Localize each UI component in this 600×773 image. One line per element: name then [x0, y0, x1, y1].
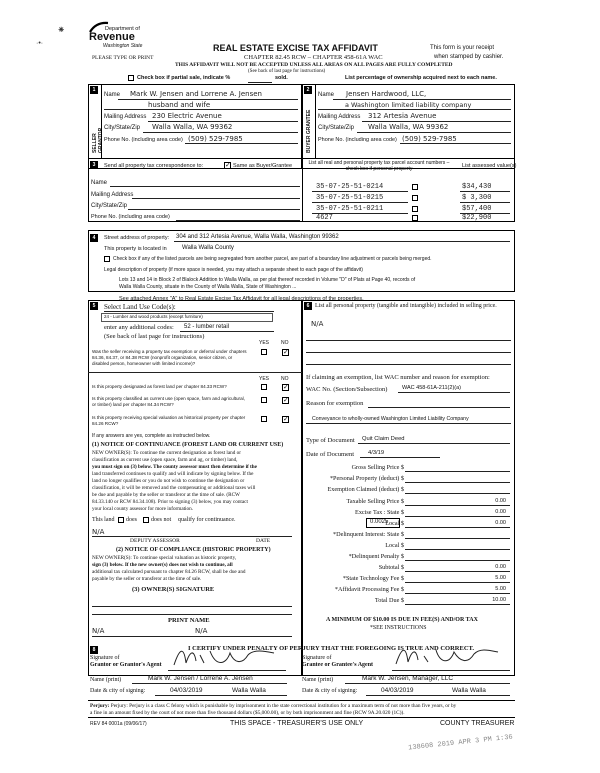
buyer-name-label: Name [318, 92, 335, 98]
does-not-label: does not [151, 517, 172, 523]
parcel-num-3[interactable]: 35-07-25-51-0211 [316, 205, 384, 213]
tax-row-line [405, 549, 510, 550]
seller-city[interactable]: Walla Walla, WA 99362 [152, 123, 233, 131]
if-yes-note: If any answers are yes, complete as instructed below. [92, 433, 211, 439]
parcel-num-2[interactable]: 35-07-25-51-0215 [316, 194, 384, 202]
personal-property-label: List all personal property (tangible and intangible) included in selling price. [315, 303, 497, 309]
tax-row-label: Exemption Claimed (deduct) $ [327, 486, 404, 493]
tax-row-label: *Delinquent Penalty $ [348, 553, 404, 560]
q3-text: Is this property classified as current use (open space, farm and agricultural, or timber) land per chapter 84.34 RCW? [92, 396, 245, 407]
tax-row-value[interactable]: 0.00 [495, 509, 506, 515]
q4-yes-checkbox[interactable] [261, 416, 267, 422]
owners-sig-line-1 [92, 606, 292, 607]
does-label: does [126, 517, 137, 523]
buyer-phone-label: Phone No. (including area code) [318, 137, 397, 143]
stray-mark-2: ·•· [36, 40, 44, 47]
reason-value[interactable]: Conveyance to wholly-owned Washington Limited Liability Company [312, 416, 469, 422]
treasurer-use-only: THIS SPACE - TREASURER'S USE ONLY [230, 720, 364, 727]
tax-row-label: *Personal Property (deduct) $ [329, 475, 404, 482]
q3-no-checkbox[interactable]: ✓ [283, 397, 289, 404]
tax-row-label: Gross Selling Price $ [351, 464, 404, 471]
located-label: This property is located in [104, 246, 167, 252]
buyer-city-label: City/State/Zip [318, 125, 355, 131]
partial-pct-line [248, 82, 272, 83]
print-name-line [92, 636, 292, 637]
tax-row-value[interactable]: 0.00 [495, 498, 506, 504]
receipt-note-1: This form is your receipt [430, 45, 495, 51]
land-use-see-back: (See back of last page for instructions) [104, 333, 205, 340]
section-number-6: 6 [304, 302, 312, 310]
grantee-print-name[interactable]: Mark W. Jensen, Manager, LLC [362, 675, 454, 682]
owners-signature-label: (3) OWNER(S) SIGNATURE [132, 586, 215, 593]
grantor-date-line [155, 695, 287, 696]
parcel-value-3[interactable]: $57,400 [462, 205, 492, 213]
grantee-signature[interactable] [392, 644, 502, 668]
grantee-date-line [366, 695, 510, 696]
grantee-date[interactable]: 04/03/2019 [381, 687, 414, 694]
tax-row-line [405, 560, 510, 561]
notice-1-line: be due and payable by the seller or transferor at the time of sale. (RCW [92, 492, 240, 498]
q4-text: Is this property receiving special valuation as historical property per chapter 84.26 RCW? [92, 415, 246, 426]
type-note: PLEASE TYPE OR PRINT [92, 55, 154, 61]
corr-city-label: City/State/Zip [91, 203, 128, 209]
this-land-label: This land [92, 517, 115, 523]
perjury-text-1: Perjury: Perjury is a class C felony which is punishable by imprisonment in the state correctional institution for a maximum term of not more than five years, or by [110, 703, 457, 709]
perjury-line-1: Perjury: Perjury: Perjury is a class C felony which is punishable by imprisonment in the state correctional institution for a maximum term of not more than five years, or by [90, 703, 457, 709]
sold-label: sold. [275, 75, 288, 81]
grantor-name-line [132, 683, 287, 684]
grantee-date-label: Date & city of signing: [302, 688, 358, 694]
page-title: REAL ESTATE EXCISE TAX AFFIDAVIT [213, 43, 378, 53]
corr-mailing-line [132, 198, 300, 199]
q1-no-header: NO [281, 340, 289, 346]
section-number-1: 1 [90, 86, 98, 94]
certify-title: I CERTIFY UNDER PENALTY OF PERJURY THAT THE FOREGOING IS TRUE AND CORRECT. [188, 645, 475, 652]
buyer-phone[interactable]: (509) 529-7985 [402, 135, 457, 143]
tax-row-label: Local $ [385, 520, 404, 527]
street-label: Street address of property: [104, 235, 170, 241]
tax-row-label: Excise Tax : State $ [355, 509, 404, 516]
additional-codes-label: enter any additional codes: [104, 324, 174, 331]
buyer-mailing[interactable]: 312 Artesia Avenue [368, 112, 437, 120]
tax-row-label: *State Technology Fee $ [342, 575, 404, 582]
notice-1-line: NEW OWNER(S): To continue the current designation as forest land or [92, 450, 241, 456]
seller-name-line-2 [104, 109, 298, 110]
seller-name-label: Name [104, 92, 121, 98]
tax-row-label: Taxable Selling Price $ [346, 498, 404, 505]
minimum-note: A MINIMUM OF $10.00 IS DUE IN FEE(S) AND/OR TAX [326, 617, 478, 623]
seller-city-line [143, 132, 298, 133]
grantor-print-name[interactable]: Mark W. Jensen / Lorrene A. Jensen [148, 675, 253, 682]
section-number-4: 4 [90, 234, 98, 242]
buyer-city-line [357, 132, 511, 133]
parcel-checkbox-2[interactable] [412, 195, 418, 201]
tax-row-line [405, 516, 510, 517]
buyer-city[interactable]: Walla Walla, WA 99362 [368, 123, 449, 131]
parcel-header: List all real and personal property tax parcel account numbers – check box if personal property [308, 160, 450, 172]
q-divider [88, 372, 302, 373]
warning-line: THIS AFFIDAVIT WILL NOT BE ACCEPTED UNLESS ALL AREAS ON ALL PAGES ARE FULLY COMPLETED [175, 62, 453, 68]
section-number-2: 2 [304, 86, 312, 94]
reason-line [368, 407, 510, 408]
partial-sale-checkbox[interactable] [128, 75, 134, 81]
print-name-na-2[interactable]: N/A [195, 627, 208, 635]
owners-sig-line-2 [92, 614, 292, 615]
corr-name-line [110, 186, 300, 187]
reason-label: Reason for exemption [306, 400, 364, 407]
grantor-city[interactable]: Walla Walla [232, 687, 266, 694]
parcel-line-2 [312, 202, 408, 203]
doc-date-line [360, 457, 440, 458]
rev-number: REV 84 0001a (09/06/17) [90, 721, 147, 727]
dept-line1: Department of [105, 26, 140, 32]
tax-row-label: *Affidavit Processing Fee $ [334, 586, 404, 593]
q2-no-checkbox[interactable]: ✓ [283, 384, 289, 391]
seller-phone-label: Phone No. (including area code) [104, 137, 183, 143]
street-line [174, 241, 510, 242]
dept-line3: Washington State [103, 43, 143, 49]
notice-2-line: payable by the seller or transferor at the time of sale. [92, 576, 202, 582]
additional-codes-value[interactable]: 52 - lumber retail [184, 324, 230, 330]
q4-no-checkbox[interactable]: ✓ [283, 416, 289, 423]
tax-row-value[interactable]: 5.00 [495, 575, 506, 581]
tax-row-line [405, 571, 510, 572]
notice-1-line: you must sign on (3) below. The county assessor must then determine if the [92, 464, 257, 470]
q2-text: Is this property designated as forest land per chapter 84.33 RCW? [92, 384, 227, 389]
street-value[interactable]: 304 and 312 Artesia Avenue, Walla Walla, Washington 99362 [176, 234, 339, 240]
deputy-line [92, 536, 292, 537]
legal-line-1: Lots 13 and 14 in Block 2 of Blalock Addition to Walla Walla, as per plat thereof recorded in Volume "D" of Plats at Page 40, records of [119, 277, 416, 283]
same-as-buyer-label: Same as Buyer/Grantee [233, 163, 293, 169]
grantor-name-label: Name (print) [90, 677, 122, 683]
seller-name-1[interactable]: Mark W. Jensen and Lorrene A. Jensen [130, 90, 262, 98]
legal-line-2: Walla Walla County, situate in the County of Walla Walla, State of Washington ... [119, 284, 297, 290]
seller-mailing-label: Mailing Address [104, 114, 147, 120]
value-line-1 [460, 191, 510, 192]
buyer-name-line-2 [318, 109, 511, 110]
tax-row-line [405, 538, 510, 539]
seller-mailing-line [148, 121, 298, 122]
deputy-date-label: DATE [256, 538, 271, 544]
grantor-date[interactable]: 04/03/2019 [170, 687, 203, 694]
footer-divider [88, 717, 515, 718]
parcel-num-4[interactable]: 4627 [316, 214, 333, 222]
send-correspondence-label: Send all property tax correspondence to: [104, 163, 204, 169]
pct-list-note: List percentage of ownership acquired next to each name. [345, 75, 497, 81]
q1-text: Was the seller receiving a property tax exemption or deferral under chapters 84.36, 84.37, or 84.38 RCW (nonprofit organization, senior citizen, or disabled person, homeowner with limited income)? [92, 349, 247, 366]
seller-phone[interactable]: (509) 529-7985 [188, 135, 243, 143]
parcel-checkbox-1[interactable] [412, 184, 418, 190]
tax-row-line [405, 482, 510, 483]
q2-yes-checkbox[interactable] [261, 384, 267, 390]
notice-2-line: NEW OWNER(S): To continue special valuation as historic property, [92, 555, 237, 561]
seller-side-label: SELLER GRANTOR [92, 127, 104, 153]
buyer-name-line-1 [333, 99, 511, 100]
corr-phone-label: Phone No. (including area code) [91, 214, 170, 220]
notice-1-title: (1) NOTICE OF CONTINUANCE (FOREST LAND OR CURRENT USE) [92, 442, 284, 448]
q1-no-checkbox[interactable]: ✓ [283, 349, 289, 356]
county-value[interactable]: Walla Walla County [182, 245, 234, 251]
tax-row-label: Total Due $ [374, 597, 404, 604]
tax-row-label: Local $ [385, 542, 404, 549]
grantee-sig-line [392, 670, 510, 671]
grantee-sig-label-1: Signature of [302, 655, 332, 661]
section-number-5: 5 [90, 302, 98, 310]
additional-codes-line [180, 331, 274, 332]
annex-note: See attached Annex "A" to Real Estate Excise Tax Affidavit for all legal descriptions of the properties. [119, 296, 364, 302]
does-not-checkbox[interactable] [143, 517, 149, 523]
corr-phone-line [176, 220, 300, 221]
deputy-na[interactable]: N/A [92, 528, 105, 536]
section-number-3: 3 [90, 161, 98, 169]
grantee-name-line [345, 683, 510, 684]
q2-yes-header: YES [259, 376, 270, 382]
corr-city-line [128, 209, 300, 210]
grantor-sig-line [168, 670, 286, 671]
tax-row-line [405, 493, 510, 494]
buyer-name-1[interactable]: Jensen Hardwood, LLC, [346, 90, 427, 98]
parcel-value-1[interactable]: $34,430 [462, 183, 492, 191]
partial-sale-label: Check box if partial sale, indicate % [137, 75, 231, 81]
grantee-sig-label-2: Grantee or Grantee's Agent [302, 662, 374, 668]
qualify-label: qualify for continuance. [178, 517, 236, 523]
seller-name-2[interactable]: husband and wife [148, 101, 211, 109]
notice-1-line: your local county assessor for more information. [92, 506, 193, 512]
buyer-name-2[interactable]: a Washington limited liability company [345, 101, 472, 109]
notice-2-line: additional tax calculated pursuant to chapter 84.26 RCW, shall be due and [92, 569, 246, 575]
doc-type-value[interactable]: Quit Claim Deed [362, 436, 405, 442]
tax-row-value[interactable]: 5.00 [495, 586, 506, 592]
deputy-label: DEPUTY ASSESSOR [130, 538, 180, 544]
chapter-line: CHAPTER 82.45 RCW – CHAPTER 458-61A WAC [244, 54, 383, 61]
tax-row-line [405, 582, 510, 583]
assessed-header: List assessed value(s) [462, 163, 517, 169]
personal-property-value[interactable]: N/A [311, 320, 324, 328]
receipt-note-2: when stamped by cashier. [434, 54, 504, 60]
parcel-num-1[interactable]: 35-07-25-51-0214 [316, 183, 384, 191]
seller-name-line-1 [118, 99, 298, 100]
q3-yes-checkbox[interactable] [261, 397, 267, 403]
grantee-name-label: Name (print) [302, 677, 334, 683]
claim-exemption-label: If claiming an exemption, list WAC number and reason for exemption: [306, 374, 490, 381]
reason-line-2 [306, 423, 511, 424]
pp-line-1 [306, 340, 511, 341]
buyer-side-divider [315, 84, 316, 158]
wac-line [398, 392, 510, 393]
pp-line-2 [306, 352, 511, 353]
seller-mailing[interactable]: 230 Electric Avenue [152, 112, 222, 120]
doc-type-line [358, 443, 510, 444]
treasurer-stamp: 138608 2019 APR 3 PM 1:36 [407, 733, 514, 753]
buyer-phone-line [400, 143, 511, 144]
local-rate-value: 0.0025 [370, 519, 389, 525]
seller-city-label: City/State/Zip [104, 125, 141, 131]
tax-row-line [405, 604, 510, 605]
grantor-date-label: Date & city of signing: [90, 688, 146, 694]
value-line-2 [460, 202, 510, 203]
wac-label: WAC No. (Section/Subsection) [306, 386, 388, 393]
q1-yes-header: YES [259, 340, 270, 346]
doc-date-value[interactable]: 4/3/19 [368, 450, 385, 456]
see-instructions-note: *SEE INSTRUCTIONS [370, 625, 427, 631]
segregated-checkbox[interactable] [104, 256, 110, 262]
print-name-label: PRINT NAME [168, 617, 210, 624]
pp-line-3 [306, 364, 511, 365]
does-checkbox[interactable] [118, 517, 124, 523]
corr-name-label: Name [91, 180, 108, 186]
perjury-divider [88, 700, 515, 701]
corr-mailing-label: Mailing Address [91, 192, 134, 198]
buyer-mailing-label: Mailing Address [318, 114, 361, 120]
notice-2-title: (2) NOTICE OF COMPLIANCE (HISTORIC PROPERTY) [116, 547, 271, 553]
parcel-checkbox-3[interactable] [412, 206, 418, 212]
doc-date-label: Date of Document [306, 451, 355, 458]
section-number-8: 8 [90, 646, 98, 654]
tax-row-line [405, 505, 510, 506]
tax-row-line [405, 593, 510, 594]
stray-mark: ⁕ [57, 25, 66, 36]
tax-row-label: Subtotal $ [378, 564, 404, 571]
tax-row-label: *Delinquent Interest: State $ [333, 531, 404, 538]
parcel-value-4[interactable]: $22,900 [462, 214, 492, 222]
land-use-select-label: Select Land Use Code(s): [104, 303, 176, 311]
buyer-side-label: BUYER GRANTEE [306, 109, 312, 153]
print-name-na-1[interactable]: N/A [92, 627, 105, 635]
q2-no-header: NO [281, 376, 289, 382]
grantor-signature[interactable] [170, 645, 280, 669]
notice-2-line: sign (3) below. If the new owner(s) does not wish to continue, all [92, 562, 233, 568]
land-use-select-line [104, 311, 274, 312]
parcel-line-1 [312, 191, 408, 192]
wac-value[interactable]: WAC 458-61A-211(2)(a) [402, 385, 461, 391]
grantor-sig-label-2: Grantor or Grantor's Agent [90, 662, 162, 668]
notice-1-line: land no longer qualifies or you do not wish to continue the designation or [92, 478, 245, 484]
same-as-buyer-checkbox[interactable]: ✓ [225, 162, 231, 169]
doc-type-label: Type of Document [306, 437, 355, 444]
county-treasurer: COUNTY TREASURER [440, 720, 515, 727]
notice-1-line: land transferred continues to qualify and will indicate by signing below. If the [92, 471, 254, 477]
tax-row-value[interactable]: 0.00 [495, 520, 506, 526]
perjury-line-2: a fine in an amount fixed by the court of not more than five thousand dollars ($5,000.00), or by both imprisonment and fine (RCW 9A.20.020 (1C)). [90, 710, 405, 716]
seller-phone-line [185, 143, 298, 144]
tax-row-value[interactable]: 0.00 [495, 564, 506, 570]
parcel-value-2[interactable]: $ 3,300 [462, 194, 492, 202]
land-use-code-value: 24 - Lumber and wood products (except furniture) [104, 314, 203, 319]
tax-row-line [405, 471, 510, 472]
q1-yes-checkbox[interactable] [261, 349, 267, 355]
seller-side-divider [101, 84, 102, 158]
parcel-checkbox-4[interactable] [412, 215, 418, 221]
buyer-mailing-line [362, 121, 511, 122]
dept-line2: Revenue [89, 31, 135, 43]
tax-row-line [405, 527, 510, 528]
notice-1-line: classification as current use (open space, farm and ag, or timber) land, [92, 457, 238, 463]
tax-row-value[interactable]: 10.00 [492, 597, 506, 603]
notice-1-line: classification, it will be removed and the compensating or additional taxes will [92, 485, 256, 491]
legal-label: Legal description of property (if more space is needed, you may attach a separate sheet to each page of the affidavit) [104, 267, 363, 273]
see-back-note: (See back of last page for instructions) [248, 69, 326, 74]
grantee-city[interactable]: Walla Walla [452, 687, 486, 694]
notice-1-line: 84.33.140 or RCW 84.34.108). Prior to signing (3) below, you may contact [92, 499, 248, 505]
segregated-label: Check box if any of the listed parcels are being segregated from another parcel, are part of a boundary line adjustment or parcels being merged. [113, 256, 432, 262]
grantor-sig-label-1: Signature of [90, 655, 120, 661]
parcel-divider [302, 158, 303, 222]
